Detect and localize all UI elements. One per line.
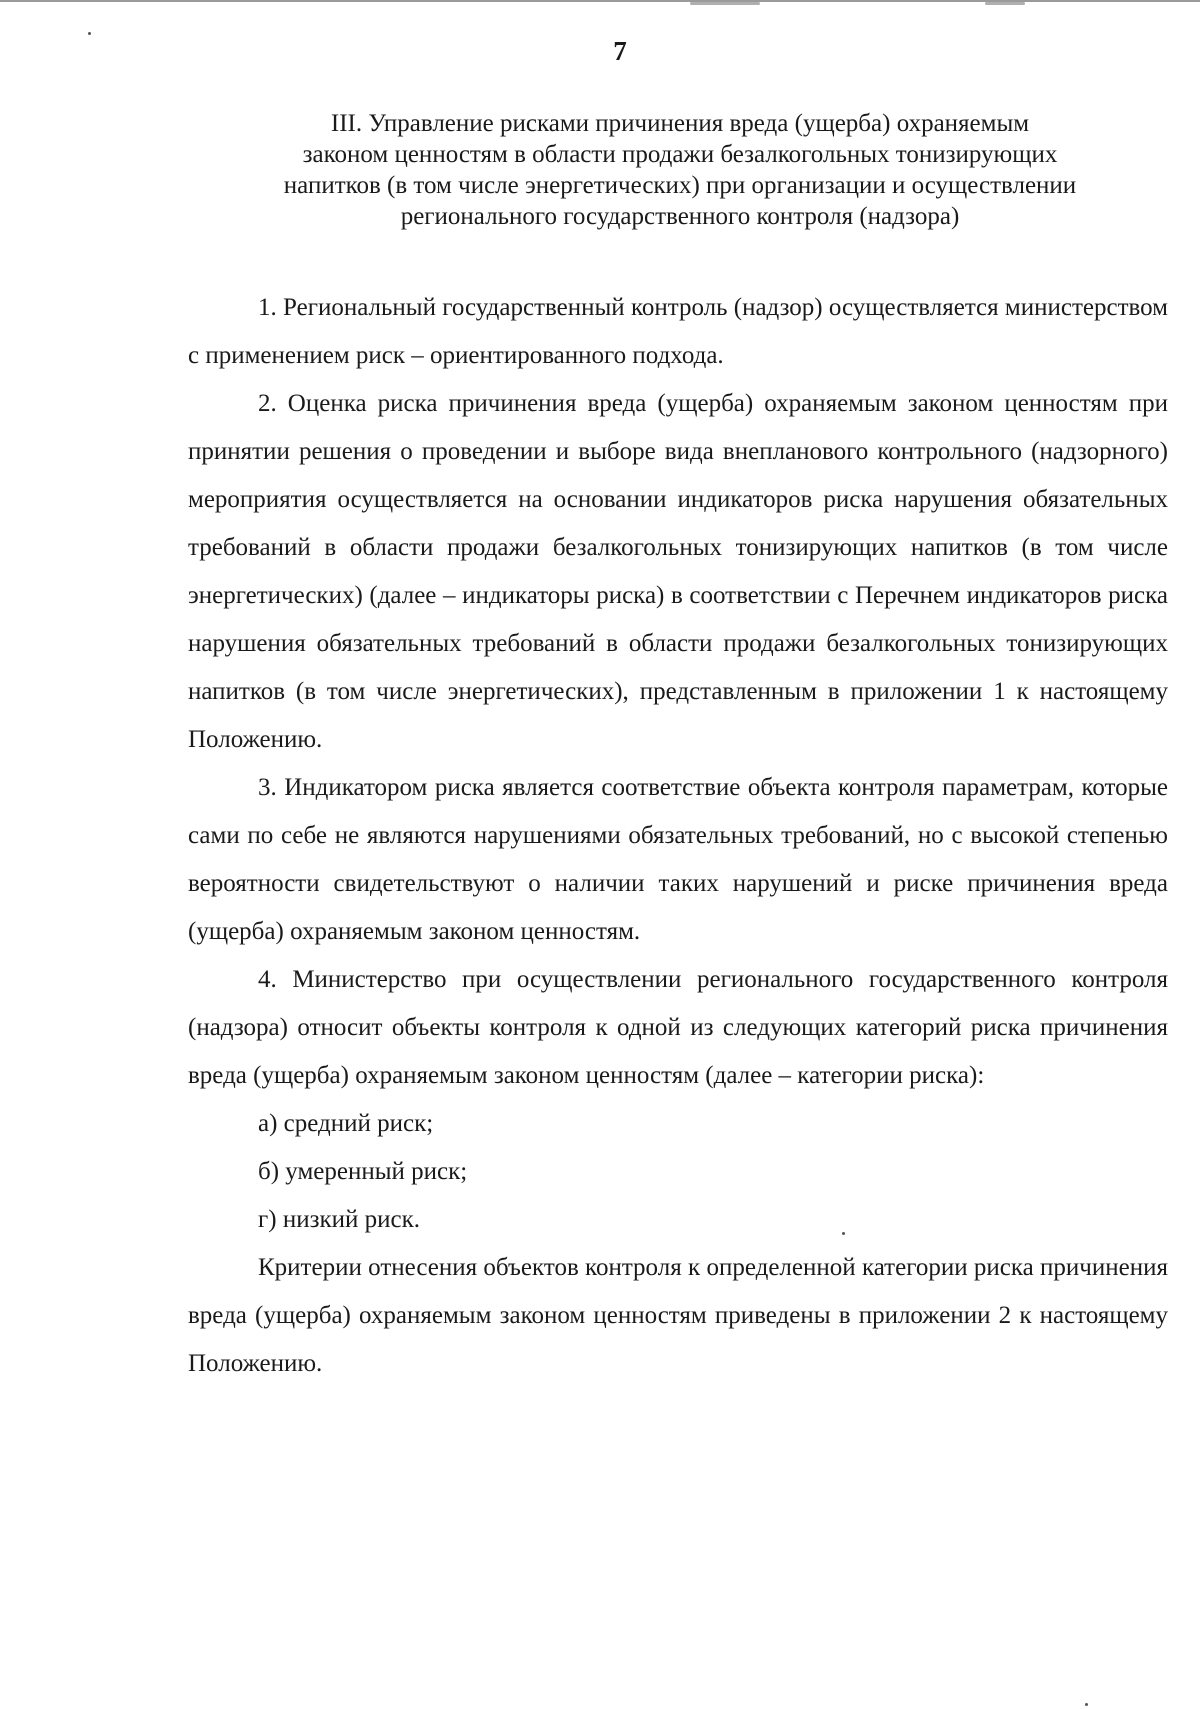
page-number: 7 — [613, 36, 627, 66]
paragraph-4: 4. Министерство при осуществлении регионального государственного контроля (надзора) относит объекты контроля к одной из следующих категорий риска причинения вреда (ущерба) охраняемым законом ценностям (далее – категории риска): — [188, 966, 1168, 1089]
paragraph-3: 3. Индикатором риска является соответствие объекта контроля параметрам, которые сами по себе не являются нарушениями обязательных требований, но с высокой степенью вероятности свидетельствуют о наличии таких нарушений и риске причинения вреда (ущерба) охраняемым законом ценностям. — [188, 774, 1168, 945]
heading-line: III. Управление рисками причинения вреда (ущерба) охраняемым — [330, 110, 1030, 137]
scan-speck — [88, 32, 91, 35]
risk-category-item: г) низкий риск. — [258, 1206, 420, 1233]
heading-line: регионального государственного контроля (надзора) — [400, 203, 960, 230]
scan-smudge — [690, 2, 760, 5]
heading-line: напитков (в том числе энергетических) при организации и осуществлении — [283, 172, 1077, 199]
risk-category-item: б) умеренный риск; — [258, 1158, 468, 1185]
heading-line: законом ценностям в области продажи безалкогольных тонизирующих — [302, 141, 1058, 168]
document-body — [188, 284, 1168, 1388]
risk-category-item: а) средний риск; — [258, 1110, 434, 1137]
scan-speck — [1085, 1703, 1088, 1706]
paragraph-1: 1. Региональный государственный контроль (надзор) осуществляется министерством с применением риск – ориентированного подхода. — [188, 294, 1168, 369]
scan-smudge — [985, 2, 1025, 5]
paragraph-2: 2. Оценка риска причинения вреда (ущерба) охраняемым законом ценностям при принятии решения о проведении и выборе вида внепланового контрольного (надзорного) мероприятия осуществляется на основании индикаторов риска нарушения обязательных требований в области продажи безалкогольных тонизирующих напитков (в том числе энергетических) (далее – индикаторы риска) в соответствии с Перечнем индикаторов риска нарушения обязательных требований в области продажи безалкогольных тонизирующих напитков (в том числе энергетических), представленным в приложении 1 к настоящему Положению. — [188, 390, 1168, 753]
section-heading — [180, 108, 1180, 232]
closing-paragraph: Критерии отнесения объектов контроля к определенной категории риска причинения вреда (ущерба) охраняемым законом ценностям приведены в приложении 2 к настоящему Положению. — [188, 1254, 1168, 1377]
